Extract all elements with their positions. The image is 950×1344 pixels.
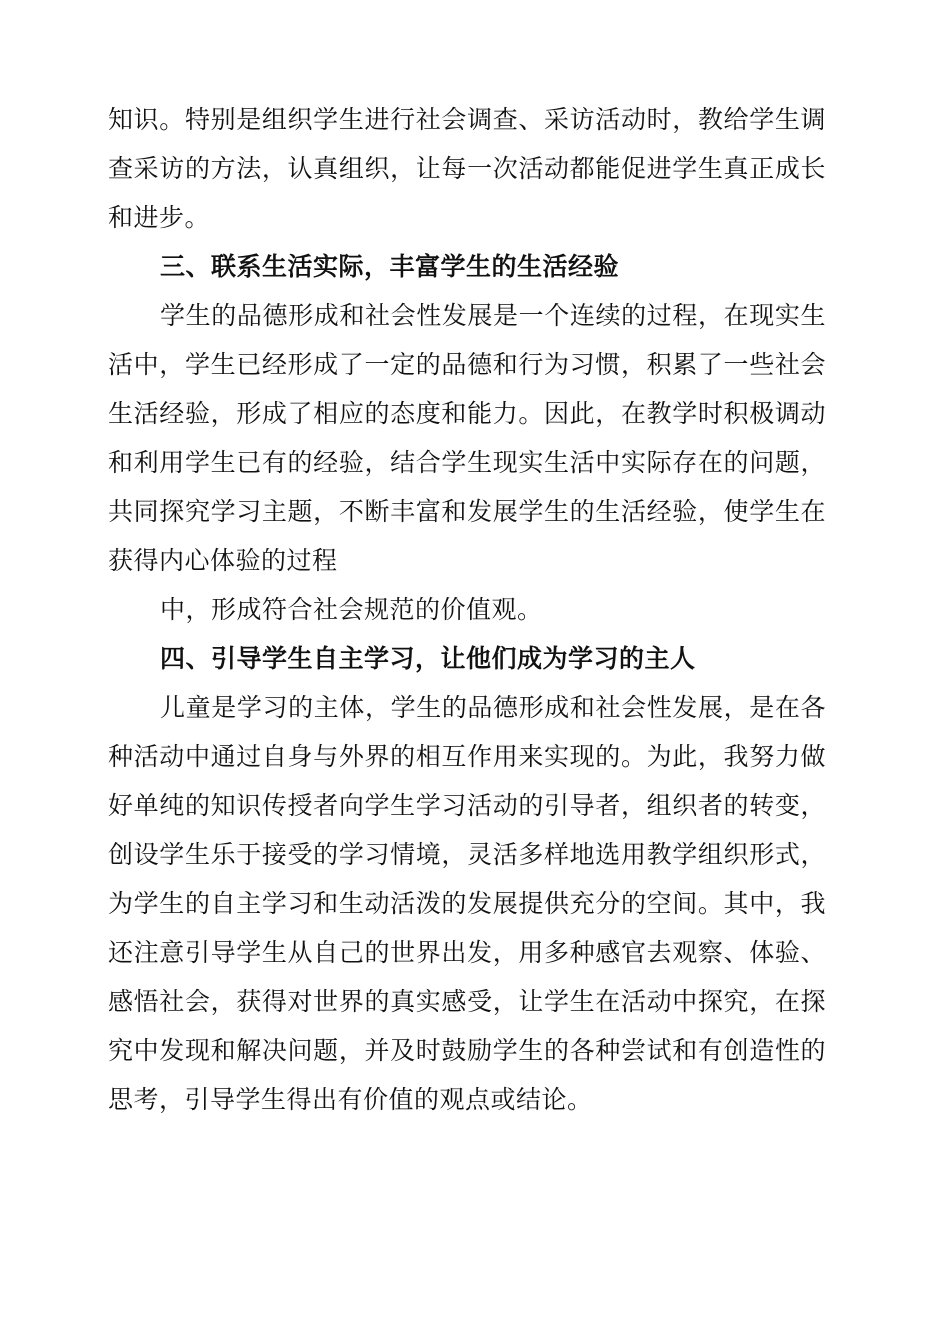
- paragraph-line: 究中发现和解决问题，并及时鼓励学生的各种尝试和有创造性的: [108, 1036, 826, 1065]
- section-heading-4: 四、引导学生自主学习，让他们成为学习的主人: [160, 644, 696, 673]
- paragraph-line: 好单纯的知识传授者向学生学习活动的引导者，组织者的转变，: [108, 791, 826, 820]
- paragraph-line: 中，形成符合社会规范的价值观。: [160, 595, 543, 624]
- paragraph-line: 学生的品德形成和社会性发展是一个连续的过程，在现实生: [160, 301, 826, 330]
- paragraph-line: 创设学生乐于接受的学习情境，灵活多样地选用教学组织形式，: [108, 840, 826, 869]
- paragraph-line: 查采访的方法，认真组织，让每一次活动都能促进学生真正成长: [108, 154, 826, 183]
- paragraph-line: 还注意引导学生从自己的世界出发，用多种感官去观察、体验、: [108, 938, 826, 967]
- paragraph-line: 共同探究学习主题，不断丰富和发展学生的生活经验，使学生在: [108, 497, 826, 526]
- section-heading-3: 三、联系生活实际，丰富学生的生活经验: [160, 252, 620, 281]
- paragraph-line: 和进步。: [108, 203, 211, 232]
- paragraph-line: 获得内心体验的过程: [108, 546, 338, 575]
- document-body: [108, 95, 826, 1124]
- paragraph-line: 生活经验，形成了相应的态度和能力。因此，在教学时积极调动: [108, 399, 826, 428]
- paragraph-line: 感悟社会，获得对世界的真实感受，让学生在活动中探究，在探: [108, 987, 826, 1016]
- paragraph-line: 活中，学生已经形成了一定的品德和行为习惯，积累了一些社会: [108, 350, 826, 379]
- paragraph-line: 种活动中通过自身与外界的相互作用来实现的。为此，我努力做: [108, 742, 826, 771]
- paragraph-line: 为学生的自主学习和生动活泼的发展提供充分的空间。其中，我: [108, 889, 826, 918]
- paragraph-line: 知识。特别是组织学生进行社会调查、采访活动时，教给学生调: [108, 105, 826, 134]
- paragraph-line: 思考，引导学生得出有价值的观点或结论。: [108, 1085, 593, 1114]
- paragraph-line: 和利用学生已有的经验，结合学生现实生活中实际存在的问题，: [108, 448, 826, 477]
- paragraph-line: 儿童是学习的主体，学生的品德形成和社会性发展，是在各: [160, 693, 826, 722]
